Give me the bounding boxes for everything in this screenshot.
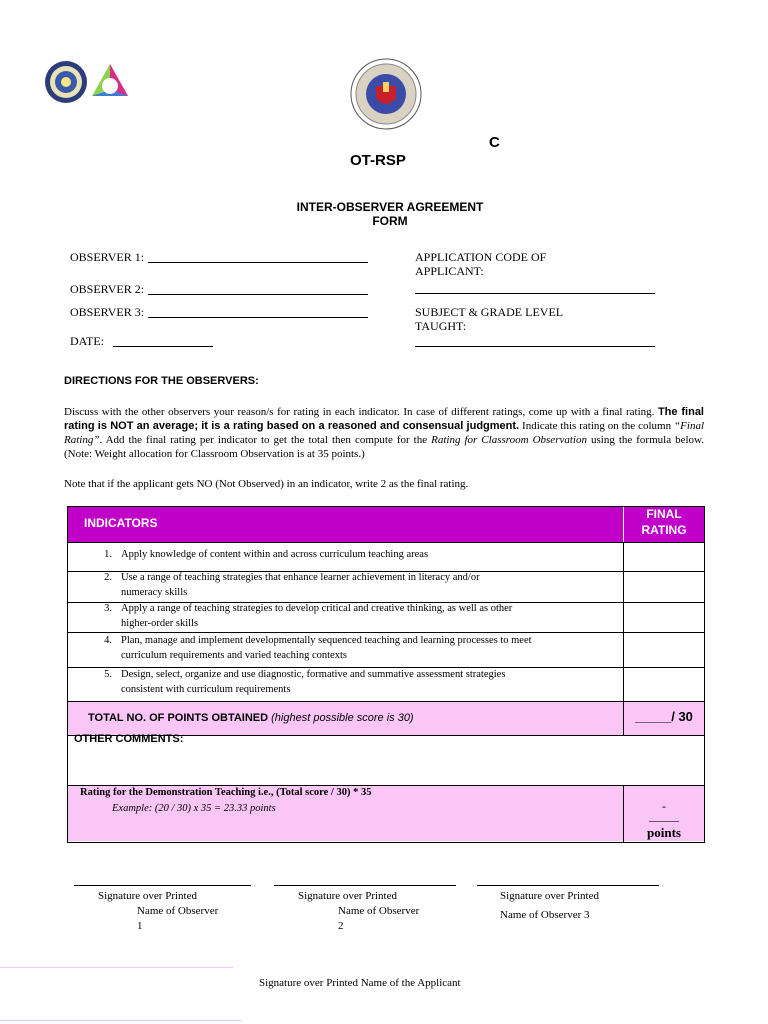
sig-obs2-line2: Name of Observer xyxy=(338,905,420,917)
points-dash: - xyxy=(662,799,666,813)
directions-text-a: Discuss with the other observers your reason/s for rating in each indicator. In case of different ratings, come up with a final rating. xyxy=(64,406,655,418)
directions-final-rating: “Final Rating” xyxy=(64,420,704,446)
rating-formula: Rating for the Demonstration Teaching i.e., (Total score / 30) * 35 xyxy=(80,787,372,798)
triangle-logo-icon xyxy=(88,62,132,102)
indicator-3-number: 3. xyxy=(104,603,112,614)
directions-text-b: Indicate this rating on the column xyxy=(522,420,672,432)
indicator-4-text-line1: Plan, manage and implement developmentally sequenced teaching and learning processes to meet xyxy=(121,635,532,646)
form-code-letter: C xyxy=(489,134,500,151)
sig-obs1-line3: 1 xyxy=(137,920,143,932)
indicator-4-text-line2: curriculum requirements and varied teaching contexts xyxy=(121,650,347,661)
directions-heading: DIRECTIONS FOR THE OBSERVERS: xyxy=(64,375,259,387)
indicator-row-5 xyxy=(96,667,576,697)
indicators-header xyxy=(68,507,623,542)
rating-example: Example: (20 / 30) x 35 = 23.33 points xyxy=(112,803,276,814)
applicant-signature-label: Signature over Printed Name of the Applicant xyxy=(259,977,461,989)
total-label xyxy=(88,712,414,724)
final-rating-input-2[interactable] xyxy=(624,572,704,602)
total-label-text: TOTAL NO. OF POINTS OBTAINED xyxy=(88,712,269,724)
observer3-field[interactable] xyxy=(148,317,368,318)
form-title-line2: FORM xyxy=(372,214,408,228)
directions-bold: The final rating is NOT an average; it is a rating based on a reasoned and consensual judgment. xyxy=(64,406,704,432)
final-rating-input-5[interactable] xyxy=(624,668,704,701)
final-rating-input-4[interactable] xyxy=(624,633,704,667)
sig-obs1-line2: Name of Observer xyxy=(137,905,219,917)
subject-field[interactable] xyxy=(415,346,655,347)
final-rating-header-line2: RATING xyxy=(641,523,687,537)
points-label: points xyxy=(647,825,681,840)
app-code-field[interactable] xyxy=(415,293,655,294)
observer1-field[interactable] xyxy=(148,262,368,263)
indicator-4-number: 4. xyxy=(104,635,112,646)
agency-seal-icon xyxy=(44,60,88,104)
deped-seal-icon xyxy=(350,58,422,130)
observer3-label: OBSERVER 3: xyxy=(70,305,145,319)
indicators-table xyxy=(67,506,705,843)
directions-note: Note that if the applicant gets NO (Not Observed) in an indicator, write 2 as the final rating. xyxy=(64,478,469,490)
final-rating-header xyxy=(624,507,704,542)
subject-label-line1: SUBJECT & GRADE LEVEL xyxy=(415,305,564,319)
app-code-label-line2: APPLICANT: xyxy=(415,264,484,278)
sig-obs2-line3: 2 xyxy=(338,920,344,932)
indicator-2-number: 2. xyxy=(104,572,112,583)
indicator-1-text: Apply knowledge of content within and across curriculum teaching areas xyxy=(121,549,429,560)
form-code: OT-RSP xyxy=(350,152,406,169)
indicator-5-number: 5. xyxy=(104,669,112,680)
date-field[interactable] xyxy=(113,346,213,347)
observer1-label: OBSERVER 1: xyxy=(70,250,145,264)
indicator-row-1 xyxy=(96,547,576,567)
indicator-row-3 xyxy=(96,601,576,631)
date-label: DATE: xyxy=(70,334,104,348)
signature-line-observer3[interactable] xyxy=(477,885,659,886)
other-comments-field[interactable] xyxy=(68,747,704,785)
app-code-label-line1: APPLICATION CODE OF xyxy=(415,250,547,264)
subject-label-line2: TAUGHT: xyxy=(415,319,467,333)
form-title-line1: INTER-OBSERVER AGREEMENT xyxy=(296,200,484,214)
indicator-3-text-line1: Apply a range of teaching strategies to develop critical and creative thinking, as well as other xyxy=(121,603,513,614)
sig-obs1-line1: Signature over Printed xyxy=(98,890,197,902)
decorative-line-top xyxy=(0,967,233,968)
final-rating-input-3[interactable] xyxy=(624,603,704,632)
points-blank[interactable]: _____ xyxy=(649,809,679,823)
final-rating-input-1[interactable] xyxy=(624,543,704,571)
indicator-2-text-line2: numeracy skills xyxy=(121,587,188,598)
indicators-header-label: INDICATORS xyxy=(84,516,158,530)
indicator-5-text-line2: consistent with curriculum requirements xyxy=(121,684,291,695)
indicator-2-text-line1: Use a range of teaching strategies that enhance learner achievement in literacy and/or xyxy=(121,572,480,583)
signature-line-observer2[interactable] xyxy=(274,885,456,886)
indicator-5-text-line1: Design, select, organize and use diagnostic, formative and summative assessment strategies xyxy=(121,669,506,680)
directions-text-d: using the formula below. (Note: Weight allocation for Classroom Observation is at 35 points.) xyxy=(64,434,705,460)
indicator-row-4 xyxy=(96,633,576,663)
sig-obs3-line2: Name of Observer 3 xyxy=(500,909,590,921)
sig-obs3-line1: Signature over Printed xyxy=(500,890,599,902)
other-comments-label: OTHER COMMENTS: xyxy=(74,733,184,745)
directions-text-c: . Add the final rating per indicator to get the total then compute for the xyxy=(99,434,428,446)
directions-rating-obs: Rating for Classroom Observation xyxy=(431,434,587,446)
directions-paragraph xyxy=(64,405,704,461)
decorative-line-bottom xyxy=(0,1020,242,1021)
indicator-row-2 xyxy=(96,570,576,600)
observer2-label: OBSERVER 2: xyxy=(70,282,145,296)
sig-obs2-line1: Signature over Printed xyxy=(298,890,397,902)
final-rating-header-line1: FINAL xyxy=(646,507,682,521)
signature-line-observer1[interactable] xyxy=(74,885,251,886)
indicator-3-text-line2: higher-order skills xyxy=(121,618,199,629)
indicator-1-number: 1. xyxy=(104,549,112,560)
observer2-field[interactable] xyxy=(148,294,368,295)
total-value[interactable]: _____/ 30 xyxy=(635,709,693,724)
total-note: (highest possible score is 30) xyxy=(271,712,414,724)
